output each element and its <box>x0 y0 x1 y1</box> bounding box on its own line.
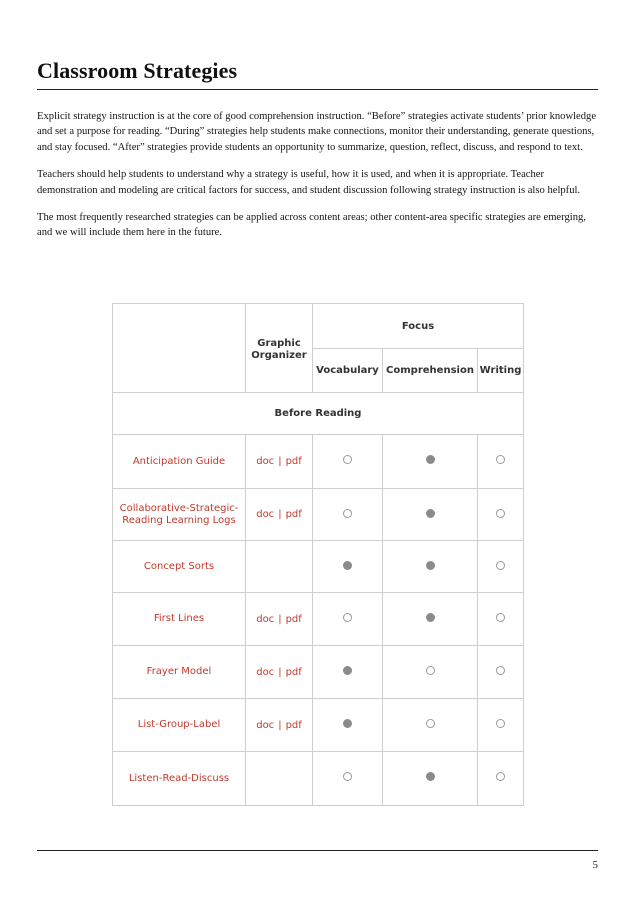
strategy-name: Concept Sorts <box>113 541 246 593</box>
graphic-organizer-header: Graphic Organizer <box>246 304 313 393</box>
filled-dot-icon <box>343 561 352 570</box>
intro-paragraph: Explicit strategy instruction is at the core of good comprehension instruction. “Before” strategies activate students’ prior knowledge and set a purpose for reading. “During” strategies help students make connections, monitor their understanding, generate questions, and stay focused. “After” strategies provide students an opportunity to summarize, question, reflect, discuss, and respond to text. <box>37 111 597 153</box>
page-number: 5 <box>592 859 598 871</box>
graphic-organizer-links <box>246 435 313 489</box>
empty-dot-icon <box>343 613 352 622</box>
intro-paragraph: Teachers should help students to understand why a strategy is useful, how it is used, and when it is appropriate. Teacher demonstration and modeling are critical factors for success, and student discussion following strategy instruction is also helpful. <box>37 169 581 196</box>
pdf-link[interactable]: pdf <box>285 666 302 678</box>
pdf-link[interactable]: pdf <box>285 719 302 731</box>
filled-dot-icon <box>426 561 435 570</box>
strategy-name: Frayer Model <box>113 646 246 699</box>
filled-dot-icon <box>343 666 352 675</box>
vocabulary-column-header: Vocabulary <box>313 349 383 393</box>
table-corner-cell <box>113 304 246 393</box>
strategy-name: First Lines <box>113 593 246 646</box>
writing-cell <box>478 699 524 752</box>
vocabulary-cell <box>313 752 383 806</box>
comprehension-cell <box>383 435 478 489</box>
table-row <box>113 646 524 699</box>
graphic-organizer-links <box>246 752 313 806</box>
strategy-name: Listen-Read-Discuss <box>113 752 246 806</box>
comprehension-cell <box>383 593 478 646</box>
filled-dot-icon <box>426 613 435 622</box>
filled-dot-icon <box>426 772 435 781</box>
table-row <box>113 489 524 541</box>
table-row <box>113 435 524 489</box>
comprehension-cell <box>383 489 478 541</box>
pdf-link[interactable]: pdf <box>285 613 302 625</box>
empty-dot-icon <box>496 666 505 675</box>
table-row <box>113 699 524 752</box>
writing-cell <box>478 752 524 806</box>
link-separator: | <box>278 719 282 731</box>
intro-paragraph: The most frequently researched strategies can be applied across content areas; other content-area specific strategies are emerging, and we will include them here in the future. <box>37 212 586 239</box>
empty-dot-icon <box>496 509 505 518</box>
doc-link[interactable]: doc <box>256 509 275 520</box>
comprehension-cell <box>383 752 478 806</box>
vocabulary-cell <box>313 646 383 699</box>
graphic-organizer-links <box>246 489 313 541</box>
page-title: Classroom Strategies <box>37 58 238 83</box>
writing-cell <box>478 489 524 541</box>
empty-dot-icon <box>496 561 505 570</box>
empty-dot-icon <box>343 509 352 518</box>
vocabulary-cell <box>313 435 383 489</box>
empty-dot-icon <box>496 719 505 728</box>
empty-dot-icon <box>343 772 352 781</box>
doc-link[interactable]: doc <box>256 719 275 731</box>
writing-column-header: Writing <box>478 349 524 393</box>
graphic-organizer-links <box>246 593 313 646</box>
vocabulary-cell <box>313 699 383 752</box>
doc-link[interactable]: doc <box>256 456 275 467</box>
doc-link[interactable]: doc <box>256 613 275 625</box>
empty-dot-icon <box>496 613 505 622</box>
filled-dot-icon <box>343 719 352 728</box>
link-separator: | <box>278 456 282 467</box>
filled-dot-icon <box>426 455 435 464</box>
vocabulary-cell <box>313 541 383 593</box>
writing-cell <box>478 435 524 489</box>
strategy-rows <box>113 435 524 806</box>
filled-dot-icon <box>426 509 435 518</box>
strategy-name: Collaborative-Strategic-Reading Learning Logs <box>113 489 246 541</box>
title-divider <box>37 89 598 90</box>
empty-dot-icon <box>496 455 505 464</box>
pdf-link[interactable]: pdf <box>285 509 302 520</box>
comprehension-cell <box>383 541 478 593</box>
pdf-link[interactable]: pdf <box>285 456 302 467</box>
footer-divider <box>37 850 598 851</box>
strategy-name: Anticipation Guide <box>113 435 246 489</box>
link-separator: | <box>278 509 282 520</box>
doc-link[interactable]: doc <box>256 666 275 678</box>
table-row <box>113 541 524 593</box>
strategy-table <box>112 303 524 806</box>
empty-dot-icon <box>426 719 435 728</box>
writing-cell <box>478 541 524 593</box>
focus-header: Focus <box>313 304 524 349</box>
strategy-name: List-Group-Label <box>113 699 246 752</box>
intro-text <box>37 109 599 253</box>
table-row <box>113 752 524 806</box>
link-separator: | <box>278 613 282 625</box>
vocabulary-cell <box>313 593 383 646</box>
graphic-organizer-links <box>246 541 313 593</box>
graphic-organizer-links <box>246 699 313 752</box>
comprehension-cell <box>383 699 478 752</box>
comprehension-cell <box>383 646 478 699</box>
table-row <box>113 593 524 646</box>
link-separator: | <box>278 666 282 678</box>
comprehension-column-header: Comprehension <box>383 349 478 393</box>
graphic-organizer-links <box>246 646 313 699</box>
empty-dot-icon <box>426 666 435 675</box>
writing-cell <box>478 646 524 699</box>
writing-cell <box>478 593 524 646</box>
section-header-before-reading: Before Reading <box>113 393 524 435</box>
empty-dot-icon <box>343 455 352 464</box>
vocabulary-cell <box>313 489 383 541</box>
empty-dot-icon <box>496 772 505 781</box>
